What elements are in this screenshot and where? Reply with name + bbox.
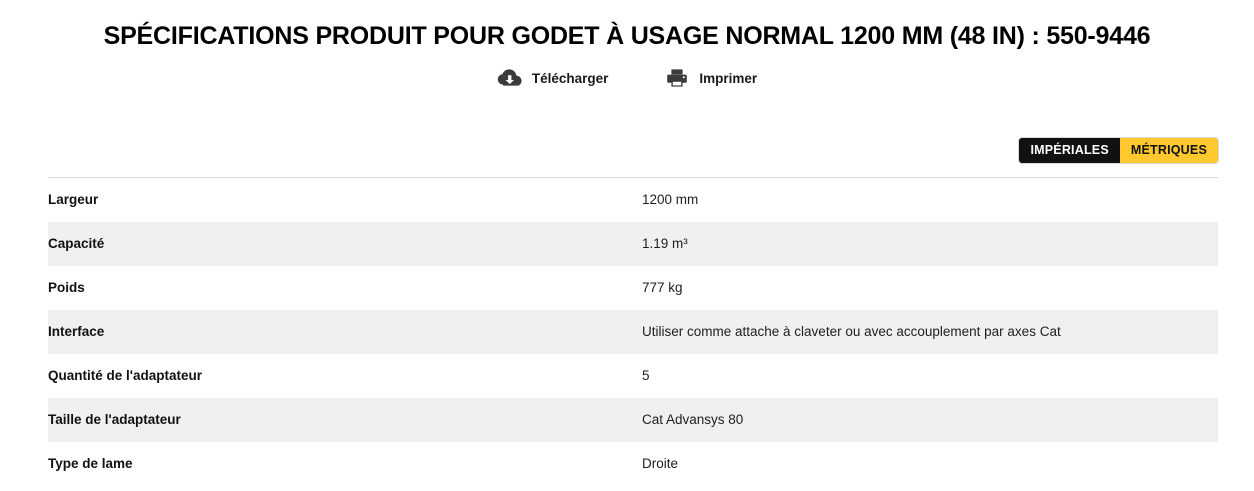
table-row bbox=[48, 266, 1218, 310]
spec-label: Type de lame bbox=[48, 456, 133, 471]
spec-label: Quantité de l'adaptateur bbox=[48, 368, 202, 383]
spec-value: Utiliser comme attache à claveter ou avec accouplement par axes Cat bbox=[642, 324, 1061, 339]
printer-icon bbox=[664, 67, 690, 89]
spec-value: Cat Advansys 80 bbox=[642, 412, 744, 427]
specifications-table bbox=[48, 177, 1218, 486]
table-row bbox=[48, 354, 1218, 398]
download-button[interactable] bbox=[497, 67, 609, 89]
page-title: SPÉCIFICATIONS PRODUIT POUR GODET À USAGE NORMAL 1200 MM (48 IN) : 550-9446 bbox=[103, 22, 1151, 50]
spec-label: Interface bbox=[48, 324, 105, 339]
spec-value: Droite bbox=[642, 456, 679, 471]
unit-toggle-metric[interactable]: MÉTRIQUES bbox=[1120, 138, 1218, 163]
unit-toggle[interactable] bbox=[1019, 138, 1218, 163]
spec-value: 1.19 m³ bbox=[642, 236, 688, 251]
table-row bbox=[48, 398, 1218, 442]
download-cloud-icon bbox=[497, 67, 523, 89]
spec-label: Taille de l'adaptateur bbox=[48, 412, 181, 427]
table-row bbox=[48, 310, 1218, 354]
table-row bbox=[48, 222, 1218, 266]
spec-label: Poids bbox=[48, 280, 85, 295]
spec-label: Largeur bbox=[48, 178, 642, 222]
spec-label: Capacité bbox=[48, 236, 105, 251]
print-button[interactable] bbox=[664, 67, 757, 89]
print-label: Imprimer bbox=[699, 70, 758, 86]
unit-toggle-imperial[interactable]: IMPÉRIALES bbox=[1019, 138, 1119, 163]
action-bar bbox=[0, 67, 1254, 89]
spec-value: 777 kg bbox=[642, 280, 683, 295]
spec-value: 1200 mm bbox=[642, 178, 1218, 222]
table-row bbox=[48, 178, 1218, 222]
download-label: Télécharger bbox=[531, 70, 609, 86]
table-row bbox=[48, 442, 1218, 486]
spec-value: 5 bbox=[642, 368, 650, 383]
